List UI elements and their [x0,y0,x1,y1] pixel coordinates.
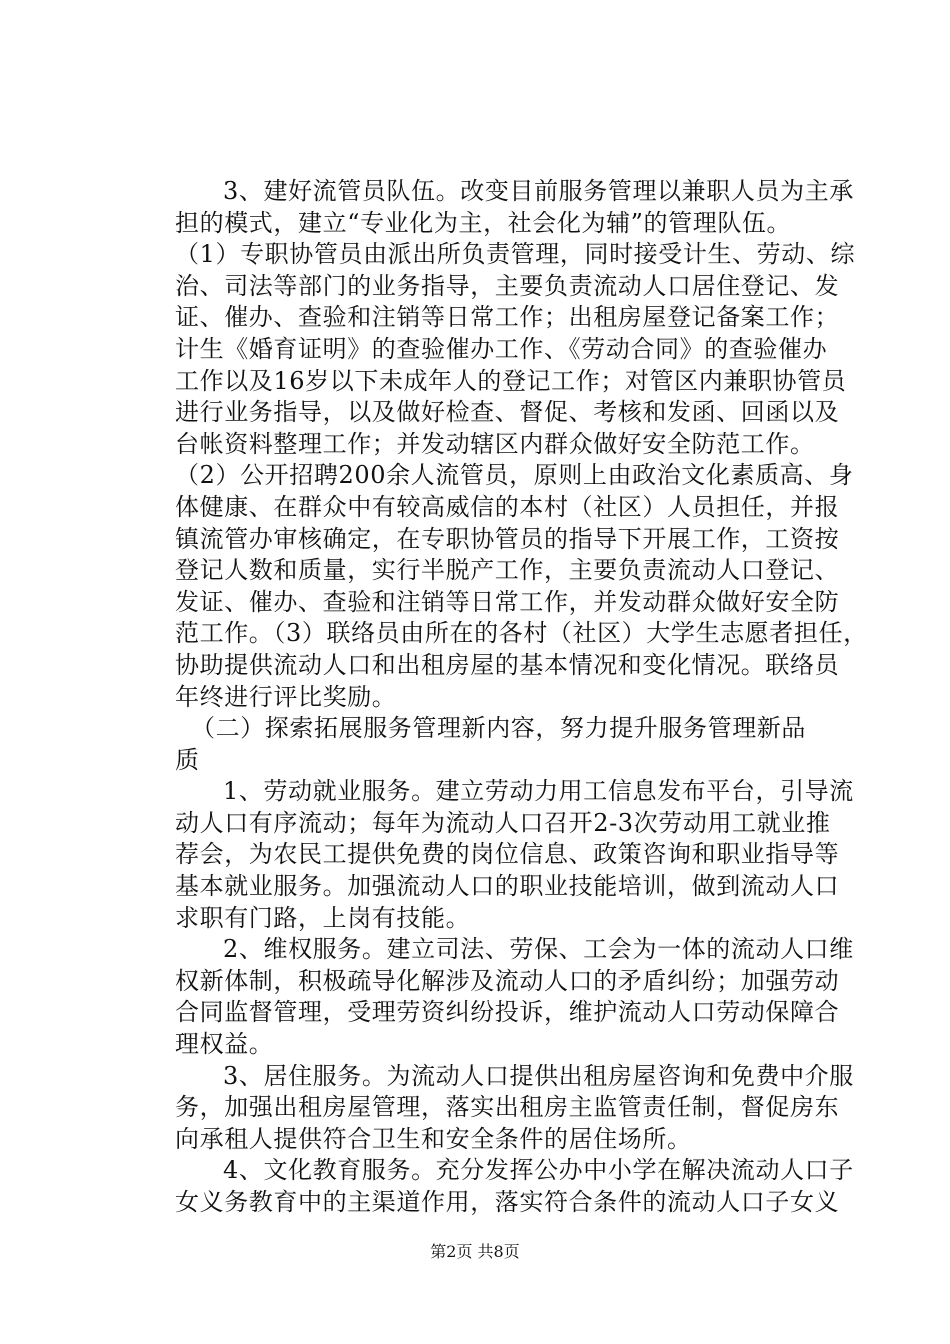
text-line: 计生《婚育证明》的查验催办工作、《劳动合同》的查验催办 [175,334,828,363]
text-line: 工作以及16岁以下未成年人的登记工作；对管区内兼职协管员 [175,366,847,395]
text-line: （2）公开招聘200余人流管员，原则上由政治文化素质高、身 [175,461,854,490]
text-line: 治、司法等部门的业务指导，主要负责流动人口居住登记、发 [175,271,840,300]
text-line: 基本就业服务。加强流动人口的职业技能培训，做到流动人口 [175,872,840,901]
text-line: 荐会，为农民工提供免费的岗位信息、政策咨询和职业指导等 [175,840,840,869]
text-line: 务，加强出租房屋管理，落实出租房主监管责任制，督促房东 [175,1093,840,1122]
text-line: 向承租人提供符合卫生和安全条件的居住场所。 [175,1124,692,1153]
text-line: 3、居住服务。为流动人口提供出租房屋咨询和免费中介服 [223,1061,854,1090]
text-line: 求职有门路，上岗有技能。 [175,903,471,932]
text-line: 台帐资料整理工作；并发动辖区内群众做好安全防范工作。 [175,429,815,458]
text-line: 年终进行评比奖励。 [175,682,397,711]
text-line: 镇流管办审核确定，在专职协管员的指导下开展工作，工资按 [175,524,840,553]
text-line: 2、维权服务。建立司法、劳保、工会为一体的流动人口维 [223,935,854,964]
text-line: 女义务教育中的主渠道作用，落实符合条件的流动人口子女义 [175,1188,840,1216]
text-line: 体健康、在群众中有较高威信的本村（社区）人员担任，并报 [175,492,840,521]
text-line: 1、劳动就业服务。建立劳动力用工信息发布平台，引导流 [223,777,854,806]
text-line: 合同监督管理，受理劳资纠纷投诉，维护流动人口劳动保障合 [175,998,840,1027]
page-number-footer: 第2页 共8页 [430,1242,520,1261]
text-line: （1）专职协管员由派出所负责管理，同时接受计生、劳动、综 [175,240,856,269]
text-line: 进行业务指导，以及做好检查、督促、考核和发函、回函以及 [175,398,840,427]
section-heading-cont: 质 [175,745,200,774]
text-line: 担的模式，建立“专业化为主，社会化为辅”的管理队伍。 [175,208,792,237]
text-line: 发证、催办、查验和注销等日常工作，并发动群众做好安全防 [175,587,840,616]
text-line: 3、建好流管员队伍。改变目前服务管理以兼职人员为主承 [223,177,854,205]
text-line: 4、文化教育服务。充分发挥公办中小学在解决流动人口子 [223,1156,854,1185]
text-line: 登记人数和质量，实行半脱产工作，主要负责流动人口登记、 [175,556,840,585]
text-line: 权新体制，积极疏导化解涉及流动人口的矛盾纠纷；加强劳动 [175,966,840,995]
text-line: 协助提供流动人口和出租房屋的基本情况和变化情况。联络员 [175,650,840,679]
text-line: 范工作。（3）联络员由所在的各村（社区）大学生志愿者担任， [175,619,868,648]
text-line: 动人口有序流动；每年为流动人口召开2-3次劳动用工就业推 [175,808,831,837]
body-text [175,176,868,1219]
text-line: 证、催办、查验和注销等日常工作；出租房屋登记备案工作； [175,303,840,332]
section-heading: （二）探索拓展服务管理新内容，努力提升服务管理新品 [191,714,806,743]
text-line: 理权益。 [175,1030,274,1059]
